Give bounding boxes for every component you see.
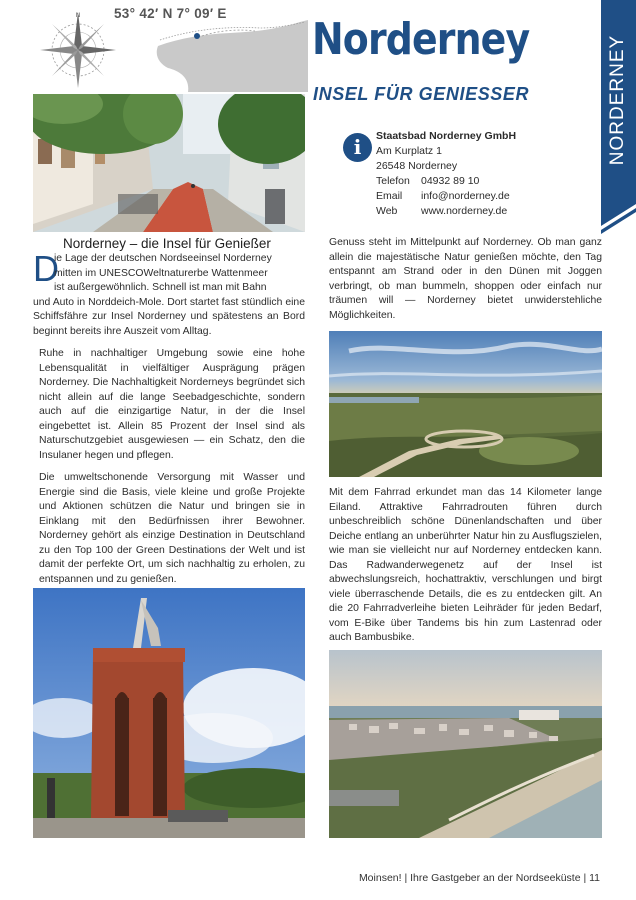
paragraph-text: Die umweltschonende Versorgung mit Wasser und Energie sind die Basis, viele kleine und große Projekte und Aktionen schützen die Natur und bringen sie in Einklang mit den Bedürfnissen ihrer Bewohner. Norderney gehört als einzige Destination in Deutschland zu den Top 100 der Green Destinations der Welt und ist damit der perfekte Ort, um sich nachhaltig zu erholen, zu entspannen und zu genießen. — [39, 472, 305, 585]
paragraph-text: Ruhe in nachhaltiger Umgebung sowie eine hohe Lebensqualität in vielfältiger Ausprägung prägen Norderney. Die Nachhaltigkeit Norderneys begründet sich nicht allein auf die lange Seebadgeschichte, sondern auch auf die einzigartige Natur, in der die Insel eingebettet ist. Allein 85 Prozent der Insel sind als Naturschutzgebiet ausgewiesen — ein Schatz, den die Insulaner hegen und pflegen. — [39, 348, 305, 461]
paragraph-intro — [33, 248, 305, 339]
drop-cap: D — [33, 248, 59, 289]
contact-city: 26548 Norderney — [376, 160, 458, 172]
street-photo — [33, 94, 305, 232]
intro-line-3: ist außergewöhnlich. Schnell ist man mit Bahn — [54, 282, 267, 293]
paragraph-environment — [39, 471, 305, 587]
paragraph-enjoyment — [329, 236, 602, 323]
side-tab-label: NORDERNEY — [607, 34, 629, 166]
contact-street: Am Kurplatz 1 — [376, 145, 442, 157]
dunes-photo — [329, 331, 602, 477]
intro-rest: und Auto in Norddeich-Mole. Dort startet fast stündlich eine Schiffsfähre zur Insel Norderney und spätestens an Bord beginnt bereits ihre Auszeit vom Alltag. — [33, 296, 305, 337]
phone-label: Telefon — [376, 175, 410, 187]
web-label: Web — [376, 205, 398, 217]
phone-value: 04932 89 10 — [421, 175, 480, 187]
email-link[interactable]: info@norderney.de — [421, 190, 510, 202]
compass-rose-icon — [36, 8, 120, 92]
side-tab-stripes — [601, 200, 636, 240]
paragraph-cycling — [329, 486, 602, 646]
paragraph-sustainability — [39, 347, 305, 463]
info-icon: i — [343, 133, 372, 162]
town-aerial-photo — [329, 650, 602, 838]
paragraph-text: Genuss steht im Mittelpunkt auf Norderney. Ob man ganz allein die majestätische Natur genießen möchte, den Tag entspannt am Strand oder in den Dünen mit Joggen verbringt, ob man bummeln, shoppen oder einfach nur träumen will — Norderney bietet unwiderstehliche Möglichkeiten. — [329, 237, 602, 321]
article-heading: Norderney – die Insel für Genießer — [63, 236, 271, 251]
page-footer: Moinsen! | Ihre Gastgeber an der Nordseeküste | 11 — [358, 872, 600, 884]
page-subtitle: INSEL FÜR GENIESSER — [313, 84, 530, 104]
contact-organization: Staatsbad Norderney GmbH — [376, 130, 517, 142]
intro-line-2: mitten im UNESCOWeltnaturerbe Wattenmeer — [54, 267, 268, 279]
coordinates: 53° 42′ N 7° 09′ E — [114, 6, 227, 21]
page-title: Norderney — [312, 14, 530, 65]
water-tower-photo — [33, 588, 305, 838]
email-label: Email — [376, 190, 403, 202]
contact-block — [376, 129, 516, 219]
island-map-graphic — [150, 16, 310, 92]
side-tab — [601, 0, 636, 200]
svg-text:N: N — [75, 12, 81, 19]
web-link[interactable]: www.norderney.de — [421, 205, 508, 217]
paragraph-text: Mit dem Fahrrad erkundet man das 14 Kilometer lange Eiland. Attraktive Fahrradrouten führen durch unbeschreiblich schöne Dünenlandschaften und über Deiche entlang an unberührter Natur hin zu Ausflugszielen, wie man sie vielleicht nur auf Norderney entdecken kann. Das Radwanderwegenetz auf der Insel ist abwechslungsreich, hochattraktiv, verschlungen und birgt viele überraschende Details, die es zu entdecken gilt. An die 20 Fahrradverleihe bieten Leihräder für jeden Bedarf, vom E-Bike über Tandems bis hin zum Lastenrad oder auch Bambusbike. — [329, 487, 602, 643]
intro-line-1: ie Lage der deutschen Nordseeinsel Norderney — [54, 253, 272, 264]
